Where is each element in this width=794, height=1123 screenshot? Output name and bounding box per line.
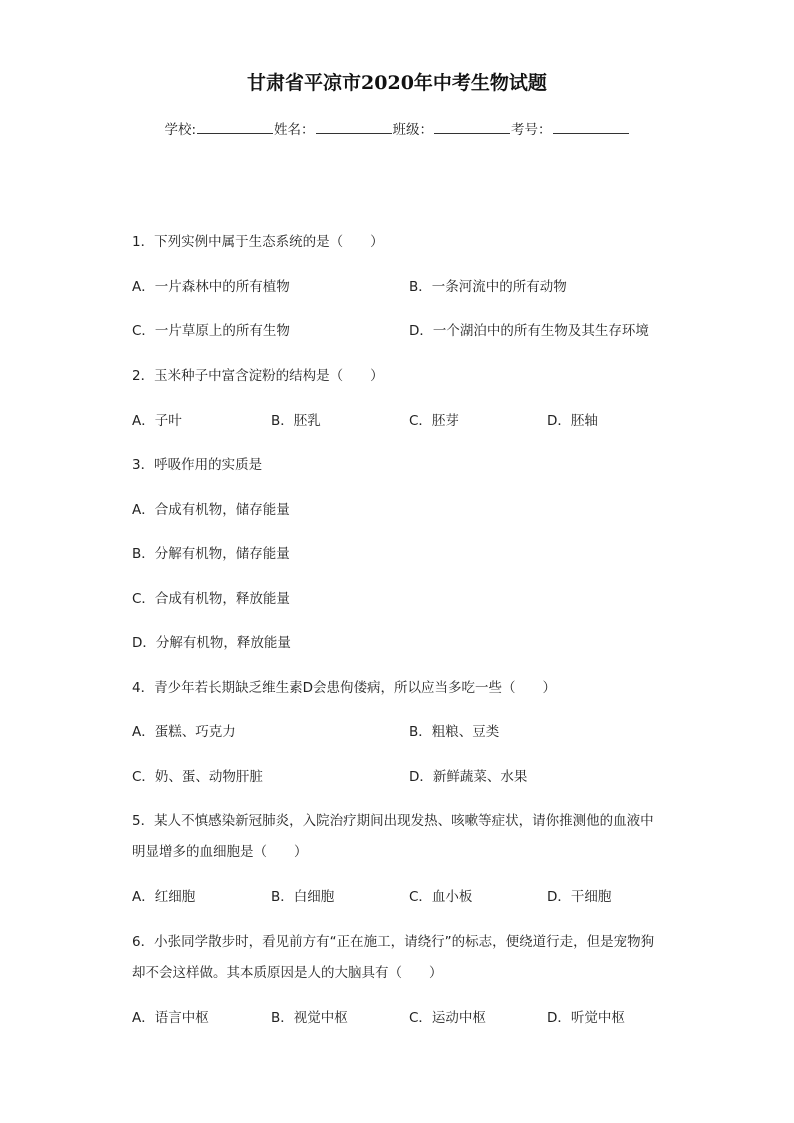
question-2-stem: 2．玉米种子中富含淀粉的结构是（ ） bbox=[132, 368, 384, 384]
question-1-option-b: B．一条河流中的所有动物 bbox=[409, 279, 567, 295]
question-2-option-a: A．子叶 bbox=[132, 413, 182, 429]
question-4-option-b: B．粗粮、豆类 bbox=[409, 724, 500, 740]
question-2-option-c: C．胚芽 bbox=[409, 413, 459, 429]
question-3-option-b: B．分解有机物，储存能量 bbox=[132, 546, 290, 562]
question-5-stem: 5．某人不慎感染新冠肺炎，入院治疗期间出现发热、咳嗽等症状，请你推测他的血液中明显增多的血细胞是（ ） bbox=[132, 813, 654, 860]
school-blank bbox=[197, 119, 273, 134]
school-label: 学校: bbox=[164, 122, 197, 138]
question-1-option-c: C．一片草原上的所有生物 bbox=[132, 323, 290, 339]
question-4-stem: 4．青少年若长期缺乏维生素D会患佝偻病，所以应当多吃一些（ ） bbox=[132, 680, 556, 696]
question-6-stem: 6．小张同学散步时，看见前方有“正在施工，请绕行”的标志，便绕道行走，但是宠物狗却不会这样做。其本质原因是人的大脑具有（ ） bbox=[132, 934, 655, 981]
question-3-option-a: A．合成有机物，储存能量 bbox=[132, 502, 290, 518]
question-6-option-b: B．视觉中枢 bbox=[271, 1010, 348, 1026]
name-blank bbox=[316, 119, 392, 134]
question-5-option-c: C．血小板 bbox=[409, 889, 473, 905]
exam-number-blank bbox=[553, 119, 629, 134]
question-3-option-c: C．合成有机物，释放能量 bbox=[132, 591, 290, 607]
question-1-option-a: A．一片森林中的所有植物 bbox=[132, 279, 290, 295]
name-label: 姓名： bbox=[274, 122, 315, 138]
question-2-option-b: B．胚乳 bbox=[271, 413, 321, 429]
question-5-option-a: A．红细胞 bbox=[132, 889, 196, 905]
question-4-option-a: A．蛋糕、巧克力 bbox=[132, 724, 236, 740]
question-3-stem: 3．呼吸作用的实质是 bbox=[132, 457, 263, 473]
question-5-option-d: D．干细胞 bbox=[547, 889, 612, 905]
question-4-option-d: D．新鲜蔬菜、水果 bbox=[409, 769, 528, 785]
student-info-line bbox=[0, 118, 794, 138]
question-1-stem: 1．下列实例中属于生态系统的是（ ） bbox=[132, 234, 384, 250]
exam-number-label: 考号： bbox=[511, 122, 552, 138]
question-6-option-c: C．运动中枢 bbox=[409, 1010, 486, 1026]
question-4-option-c: C．奶、蛋、动物肝脏 bbox=[132, 769, 263, 785]
document-title: 甘肃省平凉市2020年中考生物试题 bbox=[247, 72, 547, 94]
question-5-option-b: B．白细胞 bbox=[271, 889, 335, 905]
question-3-option-d: D．分解有机物，释放能量 bbox=[132, 635, 291, 651]
question-6-option-d: D．听觉中枢 bbox=[547, 1010, 625, 1026]
question-1-option-d: D．一个湖泊中的所有生物及其生存环境 bbox=[409, 323, 649, 339]
question-2-option-d: D．胚轴 bbox=[547, 413, 598, 429]
question-6-option-a: A．语言中枢 bbox=[132, 1010, 209, 1026]
class-label: 班级： bbox=[392, 122, 434, 138]
class-blank bbox=[434, 119, 510, 134]
